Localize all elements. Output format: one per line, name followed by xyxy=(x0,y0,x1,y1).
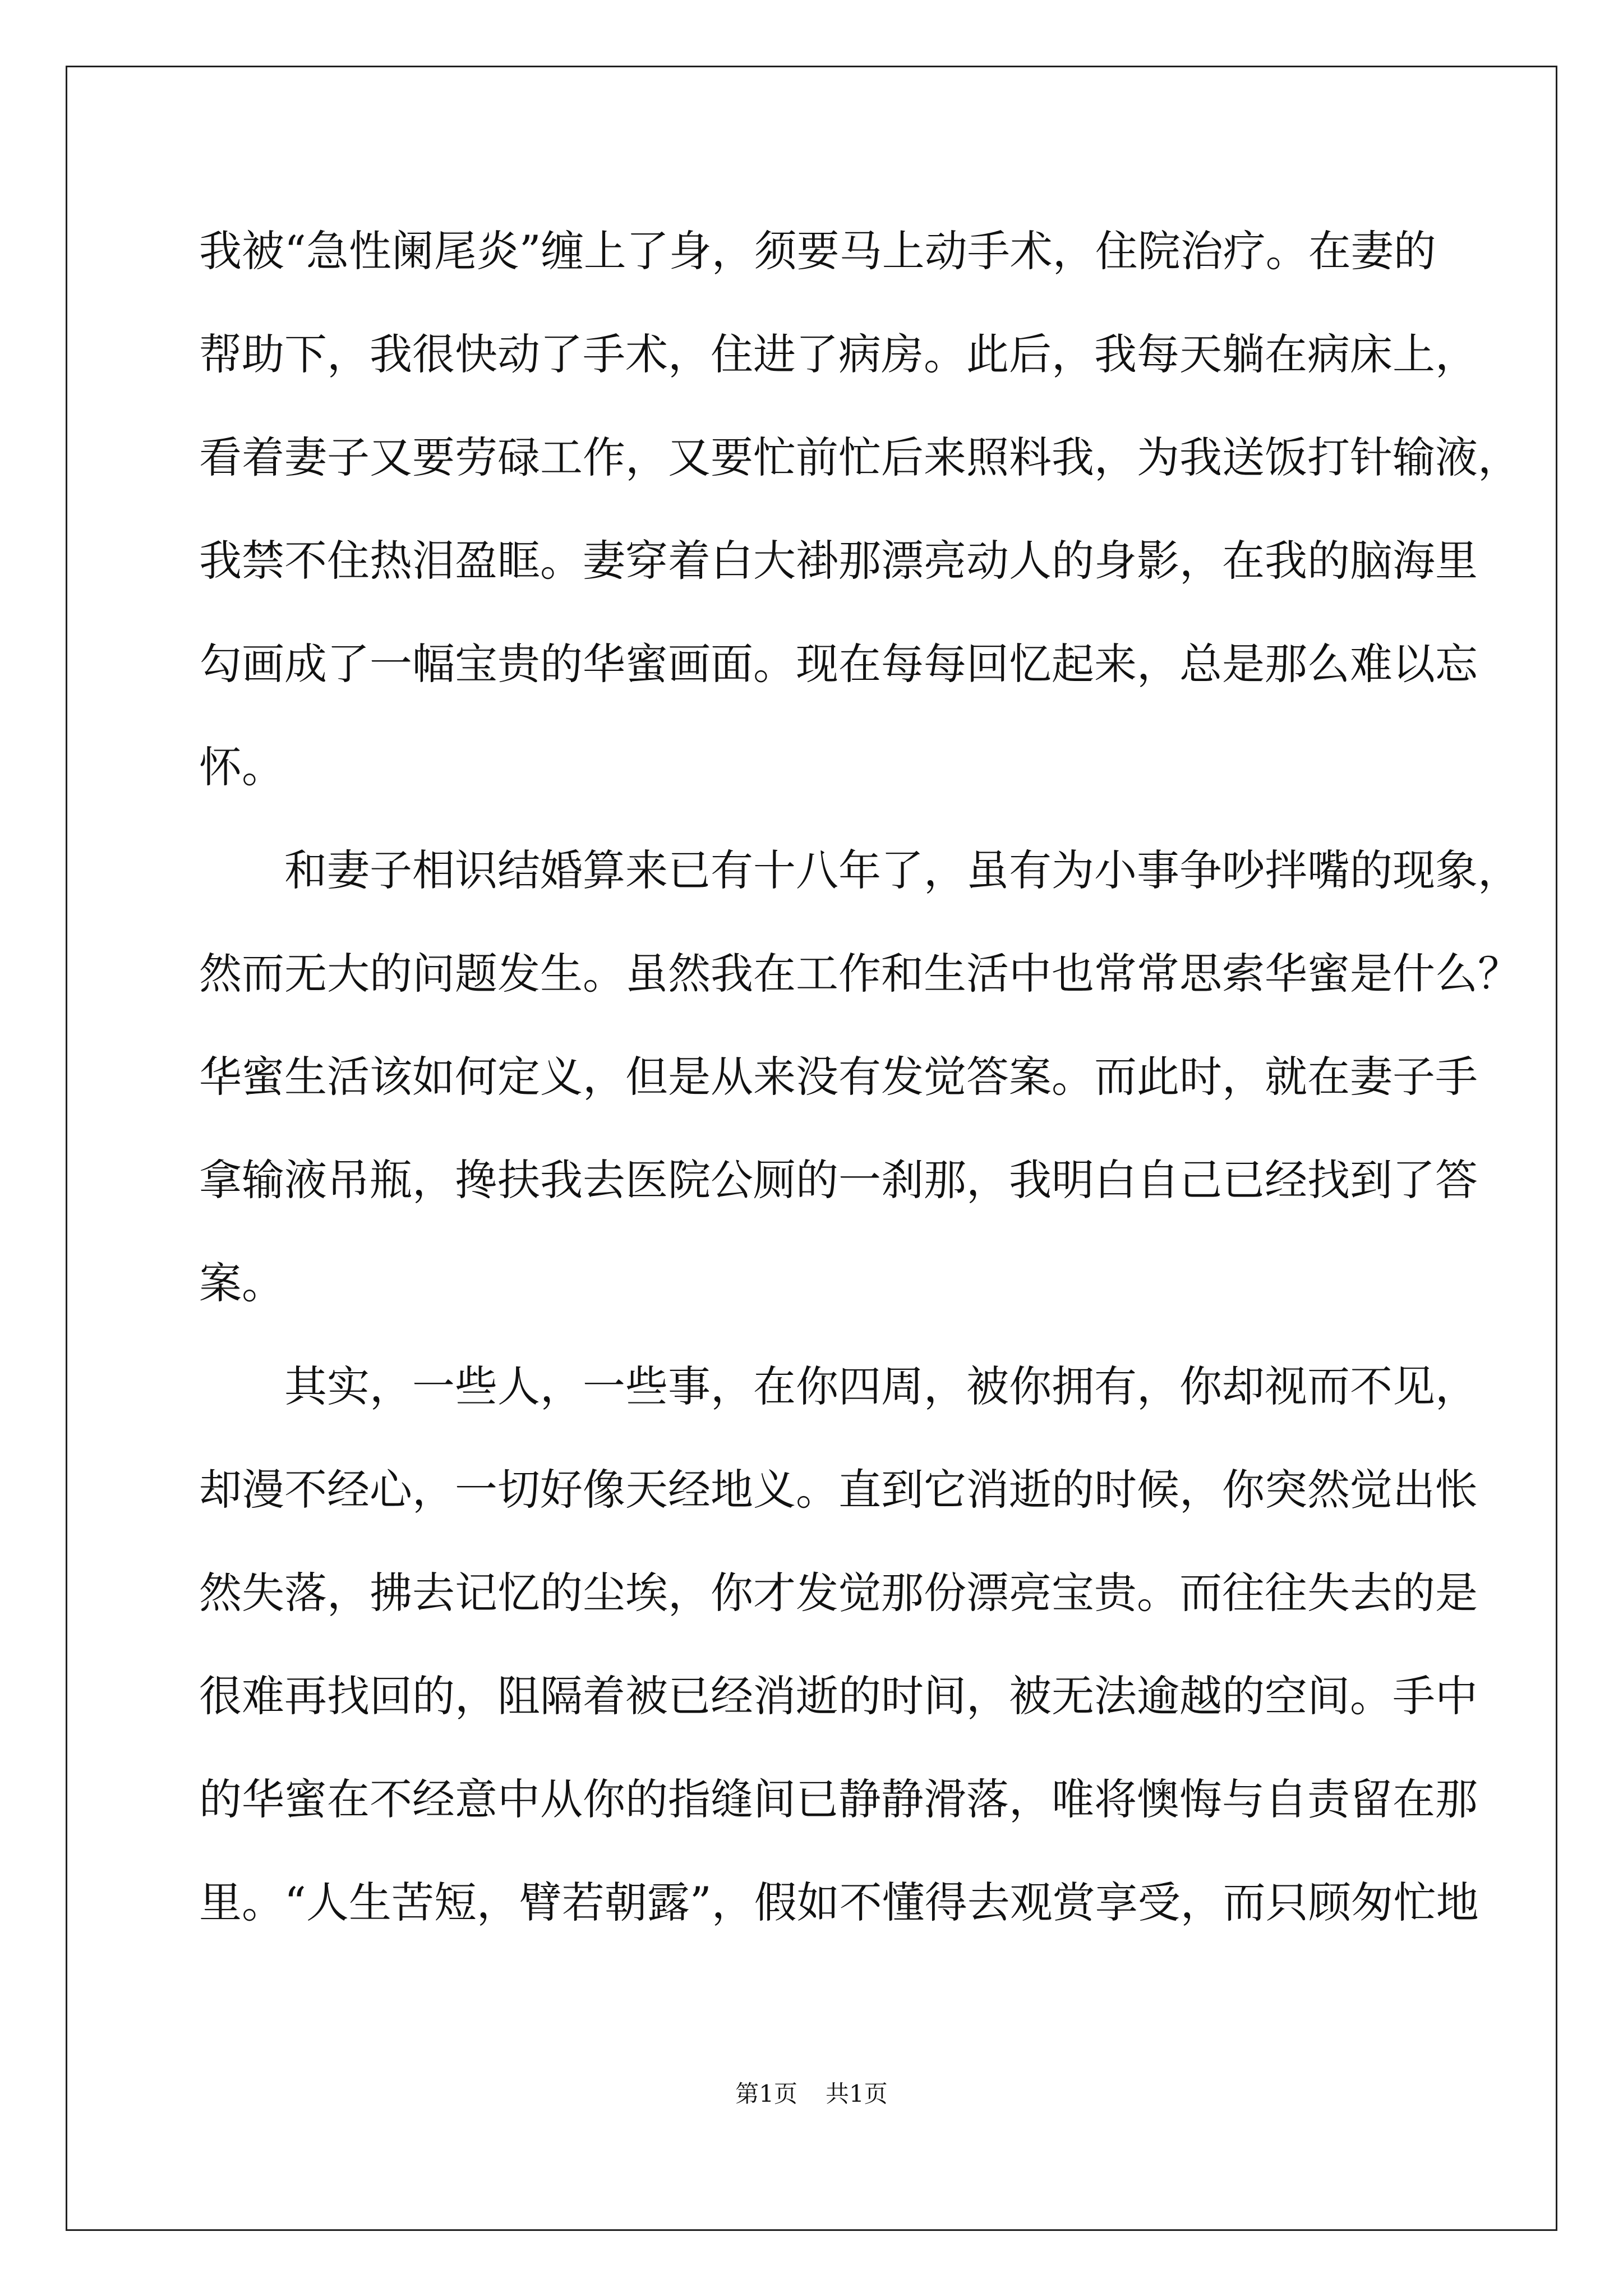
text-line: 我被“急性阑尾炎”缠上了身，须要马上动手术，住院治疗。在妻的 xyxy=(199,226,1436,276)
text-line: 却漫不经心，一切好像天经地义。直到它消逝的时候，你突然觉出怅 xyxy=(199,1465,1478,1515)
text-line: 怀。 xyxy=(199,742,284,792)
text-line: 勾画成了一幅宝贵的华蜜画面。现在每每回忆起来，总是那么难以忘 xyxy=(199,639,1478,689)
text-line: 和妻子相识结婚算来已有十八年了，虽有为小事争吵拌嘴的现象， xyxy=(199,845,1520,895)
text-line: 的华蜜在不经意中从你的指缝间已静静滑落，唯将懊悔与自责留在那 xyxy=(199,1774,1478,1824)
text-line: 很难再找回的，阻隔着被已经消逝的时间，被无法逾越的空间。手中 xyxy=(199,1671,1478,1721)
text-line: 华蜜生活该如何定义，但是从来没有发觉答案。而此时，就在妻子手 xyxy=(199,1052,1478,1102)
text-line: 然失落，拂去记忆的尘埃，你才发觉那份漂亮宝贵。而往往失去的是 xyxy=(199,1568,1478,1618)
text-line: 案。 xyxy=(199,1258,284,1308)
text-line: 帮助下，我很快动了手术，住进了病房。此后，我每天躺在病床上， xyxy=(199,329,1478,379)
text-line: 看着妻子又要劳碌工作，又要忙前忙后来照料我，为我送饭打针输液， xyxy=(199,432,1520,482)
text-line: 其实，一些人，一些事，在你四周，被你拥有，你却视而不见， xyxy=(199,1361,1478,1411)
text-line: 我禁不住热泪盈眶。妻穿着白大褂那漂亮动人的身影，在我的脑海里 xyxy=(199,536,1478,586)
page-footer xyxy=(0,2078,1623,2110)
page-number-total: 共1页 xyxy=(826,2080,888,2108)
text-line: 里。“人生苦短，臂若朝露”，假如不懂得去观赏享受，而只顾匆忙地 xyxy=(199,1878,1479,1927)
text-line: 然而无大的问题发生。虽然我在工作和生活中也常常思索华蜜是什么？ xyxy=(199,949,1520,999)
text-line: 拿输液吊瓶，搀扶我去医院公厕的一刹那，我明白自己已经找到了答 xyxy=(199,1155,1478,1205)
page-number-current: 第1页 xyxy=(735,2080,797,2108)
